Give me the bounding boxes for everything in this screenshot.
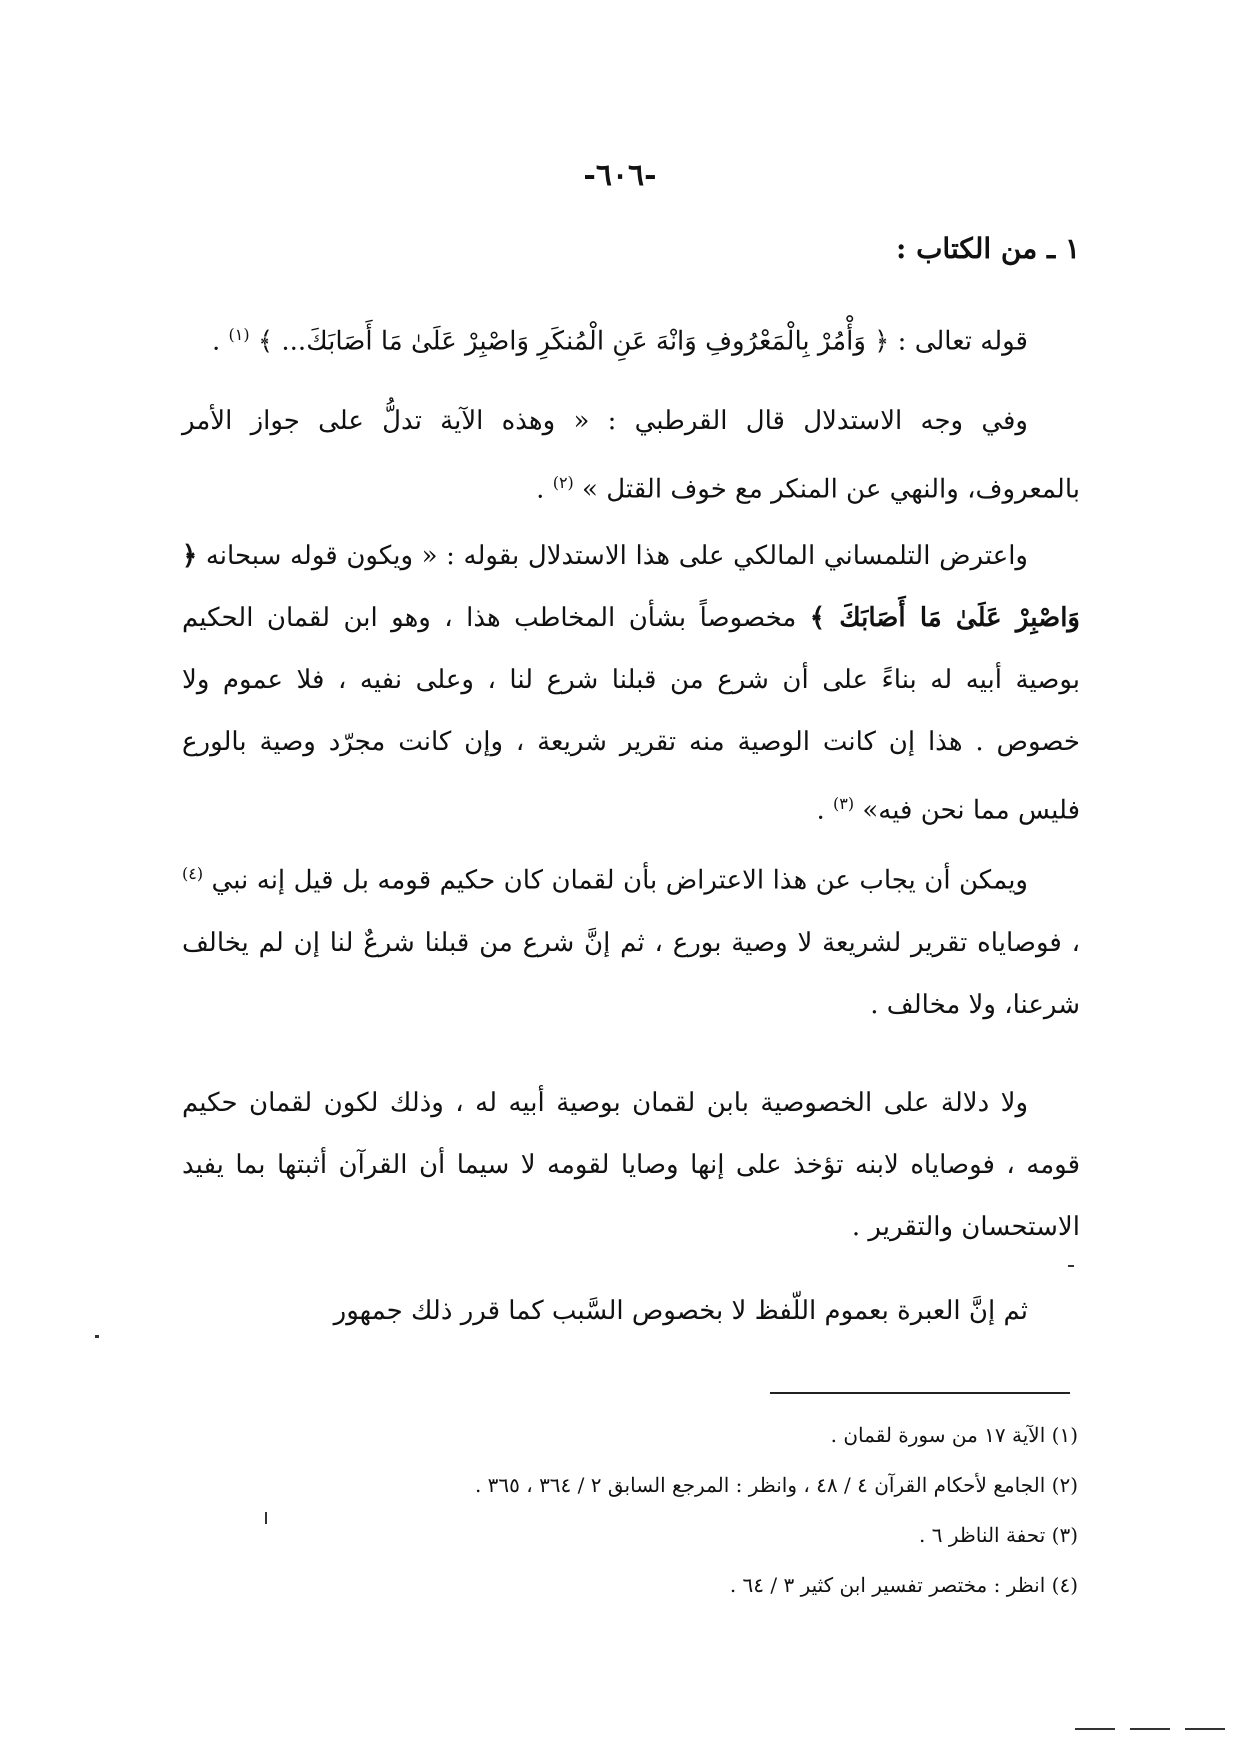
footnote-item: (١) الآية ١٧ من سورة لقمان . — [830, 1423, 1078, 1447]
paragraph-no-specificity — [182, 1072, 1080, 1258]
scan-speck — [1075, 1728, 1115, 1730]
paragraph-lead: واعترض التلمساني المالكي على هذا الاستدلال بقوله : « ويكون قوله سبحانه — [197, 541, 1028, 571]
footnote-item: (٢) الجامع لأحكام القرآن ٤ / ٤٨ ، وانظر : المرجع السابق ٢ / ٣٦٤ ، ٣٦٥ . — [474, 1473, 1078, 1497]
footnotes — [182, 1410, 1078, 1610]
paragraph-text: مخصوصاً بشأن المخاطب هذا ، وهو ابن لقمان الحكيم بوصية أبيه له بناءً على أن شرع من قبلنا شرع لنا ، وعلى نفيه ، فلا عموم ولا خصوص . هذا إن كانت الوصية منه تقرير شريعة ، وإن كانت مجرّد وصية بالورع فليس مما نحن فيه» — [182, 603, 1080, 826]
paragraph-response — [182, 843, 1080, 1036]
scan-speck — [265, 1512, 267, 1524]
scan-speck — [95, 1335, 99, 1338]
scan-speck — [1185, 1728, 1225, 1730]
paragraph-text: ثم إنَّ العبرة بعموم اللّفظ لا بخصوص السَّبب كما قرر ذلك جمهور — [333, 1296, 1028, 1326]
footnote-divider — [770, 1392, 1070, 1394]
paragraph-tail: . — [212, 326, 229, 357]
paragraph-tail: . — [816, 795, 833, 826]
paragraph-text: وفي وجه الاستدلال قال القرطبي : « وهذه الآية تدلُّ على جواز الأمر بالمعروف، والنهي عن المنكر مع خوف القتل » — [182, 406, 1080, 505]
page-number: -٦٠٦- — [583, 158, 657, 193]
scan-speck — [1068, 1265, 1074, 1267]
footnote-ref: (٢) — [552, 473, 574, 492]
scan-speck — [1130, 1728, 1170, 1730]
paragraph-general-rule — [182, 1280, 1080, 1342]
footnote-ref: (١) — [228, 325, 250, 344]
paragraph-verse — [182, 304, 1080, 373]
footnote-ref: (٣) — [833, 794, 855, 813]
paragraph-tail: ، فوصاياه تقرير لشريعة لا وصية بورع ، ثم إنَّ شرع من قبلنا شرعٌ لنا إن لم يخالف شرعنا، ولا مخالف . — [182, 927, 1080, 1020]
paragraph-text: ولا دلالة على الخصوصية بابن لقمان بوصية أبيه له ، وذلك لكون لقمان حكيم قومه ، فوصاياه لابنه تؤخذ على إنها وصايا لقومه لا سيما أن القرآن أثبتها بما يفيد الاستحسان والتقرير . — [182, 1088, 1080, 1242]
paragraph-text: قوله تعالى : ﴿ وَأْمُرْ بِالْمَعْرُوفِ وَانْهَ عَنِ الْمُنكَرِ وَاصْبِرْ عَلَىٰ مَا أَصَابَكَ... ﴾ — [249, 326, 1028, 357]
footnote-ref: (٤) — [182, 864, 204, 883]
section-heading: ١ ـ من الكتاب : — [895, 232, 1080, 265]
paragraph-qurtubi — [182, 390, 1080, 521]
paragraph-tail: . — [536, 474, 553, 505]
paragraph-objection — [182, 525, 1080, 842]
footnote-item: (٤) انظر : مختصر تفسير ابن كثير ٣ / ٦٤ . — [729, 1573, 1078, 1597]
verse-quote: ﴿ وَاصْبِرْ عَلَىٰ مَا أَصَابَكَ ﴾ — [182, 541, 1080, 633]
paragraph-text: ويمكن أن يجاب عن هذا الاعتراض بأن لقمان كان حكيم قومه بل قيل إنه نبي — [203, 865, 1028, 896]
footnote-item: (٣) تحفة الناظر ٦ . — [919, 1523, 1078, 1547]
